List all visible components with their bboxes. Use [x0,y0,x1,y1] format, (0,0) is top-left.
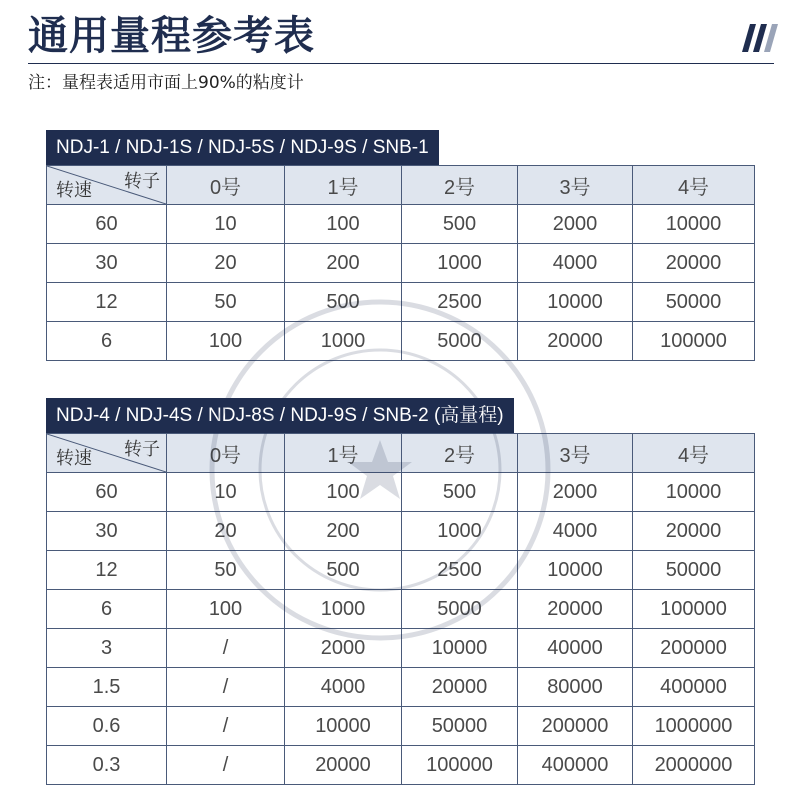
range-value-cell: 400000 [633,668,755,707]
page-title: 通用量程参考表 [28,13,315,59]
range-value-cell: 50000 [633,283,755,322]
range-table [46,165,755,361]
note-text: 注：量程表适用市面上90%的粘度计 [28,73,304,93]
speed-cell: 12 [47,283,167,322]
column-header: 4号 [633,166,755,205]
range-value-cell: 400000 [518,746,633,785]
speed-cell: 60 [47,205,167,244]
range-value-cell: 4000 [518,244,633,283]
table-row [47,512,755,551]
range-value-cell: 50 [167,283,285,322]
range-value-cell: 20000 [518,322,633,361]
speed-label: 转速 [56,448,92,468]
range-value-cell: 20000 [633,244,755,283]
speed-cell: 6 [47,590,167,629]
range-value-cell: 5000 [402,322,518,361]
table-row [47,707,755,746]
range-value-cell: 200 [285,244,402,283]
range-value-cell: 200000 [518,707,633,746]
header-divider [28,63,774,64]
range-value-cell: 2000000 [633,746,755,785]
range-value-cell: 2000 [285,629,402,668]
table-body [47,473,755,785]
range-value-cell: 100 [285,205,402,244]
table-row [47,205,755,244]
speed-cell: 30 [47,512,167,551]
range-value-cell: 1000 [402,244,518,283]
rotor-label: 转子 [124,171,160,191]
table-row [47,551,755,590]
range-value-cell: 100000 [633,590,755,629]
speed-cell: 60 [47,473,167,512]
table-row [47,746,755,785]
column-header: 0号 [167,434,285,473]
slash-stripes-logo-icon [736,24,778,52]
range-value-cell: 200 [285,512,402,551]
range-value-cell: 50 [167,551,285,590]
speed-cell: 1.5 [47,668,167,707]
range-value-cell: 10000 [285,707,402,746]
table-row [47,473,755,512]
range-value-cell: 100 [167,322,285,361]
table-row [47,668,755,707]
range-value-cell: 2500 [402,551,518,590]
range-value-cell: 100000 [402,746,518,785]
column-header: 1号 [285,166,402,205]
range-value-cell: 500 [402,473,518,512]
table-header-row [47,434,755,473]
table-body [47,205,755,361]
column-header: 2号 [402,434,518,473]
rotor-label: 转子 [124,439,160,459]
table-row [47,283,755,322]
range-value-cell: 80000 [518,668,633,707]
range-value-cell: 4000 [285,668,402,707]
range-value-cell: 10000 [633,473,755,512]
range-value-cell: 10 [167,205,285,244]
range-value-cell: 1000000 [633,707,755,746]
range-value-cell: 10 [167,473,285,512]
range-value-cell: 100 [285,473,402,512]
speed-cell: 6 [47,322,167,361]
range-value-cell: 500 [285,283,402,322]
range-value-cell: 50000 [633,551,755,590]
column-header: 4号 [633,434,755,473]
range-value-cell: 1000 [285,322,402,361]
range-value-cell: 200000 [633,629,755,668]
column-header: 0号 [167,166,285,205]
range-value-cell: 10000 [518,283,633,322]
column-header: 2号 [402,166,518,205]
range-value-cell: 10000 [402,629,518,668]
speed-cell: 12 [47,551,167,590]
range-value-cell: 20 [167,512,285,551]
table-header-row [47,166,755,205]
range-value-cell: / [167,629,285,668]
range-value-cell: 20 [167,244,285,283]
speed-cell: 30 [47,244,167,283]
table-row [47,590,755,629]
speed-cell: 0.6 [47,707,167,746]
range-value-cell: 5000 [402,590,518,629]
range-value-cell: 500 [285,551,402,590]
speed-label: 转速 [56,180,92,200]
range-value-cell: / [167,668,285,707]
range-value-cell: 1000 [285,590,402,629]
range-value-cell: 500 [402,205,518,244]
corner-header-cell [47,434,167,473]
range-table-section-2 [46,398,756,785]
range-value-cell: 2500 [402,283,518,322]
range-value-cell: 10000 [633,205,755,244]
table-row [47,244,755,283]
table-row [47,629,755,668]
range-value-cell: 100000 [633,322,755,361]
range-value-cell: 2000 [518,205,633,244]
column-header: 3号 [518,166,633,205]
range-table [46,433,755,785]
column-header: 1号 [285,434,402,473]
range-value-cell: 50000 [402,707,518,746]
corner-header-cell [47,166,167,205]
speed-cell: 0.3 [47,746,167,785]
range-value-cell: 10000 [518,551,633,590]
model-list-label: NDJ-1 / NDJ-1S / NDJ-5S / NDJ-9S / SNB-1 [46,130,439,165]
range-value-cell: 40000 [518,629,633,668]
speed-cell: 3 [47,629,167,668]
range-table-section-1 [46,130,756,361]
range-value-cell: / [167,746,285,785]
range-value-cell: 20000 [402,668,518,707]
range-value-cell: 20000 [285,746,402,785]
range-value-cell: 20000 [518,590,633,629]
range-value-cell: 1000 [402,512,518,551]
range-value-cell: 4000 [518,512,633,551]
table-row [47,322,755,361]
range-value-cell: 20000 [633,512,755,551]
column-header: 3号 [518,434,633,473]
model-list-label: NDJ-4 / NDJ-4S / NDJ-8S / NDJ-9S / SNB-2 (高量程) [46,398,514,433]
range-value-cell: / [167,707,285,746]
range-value-cell: 2000 [518,473,633,512]
range-value-cell: 100 [167,590,285,629]
